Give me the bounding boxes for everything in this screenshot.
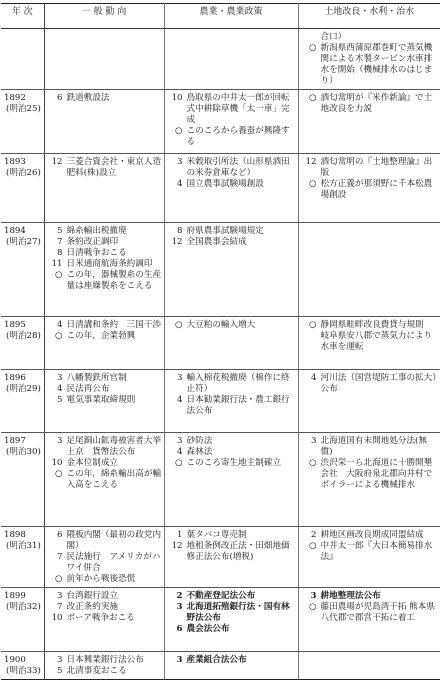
year-cell	[1, 154, 44, 223]
entry	[168, 591, 296, 602]
land-cell	[298, 29, 440, 90]
general-cell	[44, 588, 164, 652]
agriculture-cell	[164, 223, 298, 317]
entry-marker: 10	[51, 458, 63, 468]
era-name: (明治29)	[6, 384, 41, 394]
entry-marker: ○	[309, 179, 317, 189]
entry	[48, 395, 162, 406]
entry-marker: 12	[305, 157, 317, 167]
entry-text: 砂防法	[186, 436, 213, 446]
general-cell	[44, 527, 164, 588]
entry-marker	[302, 32, 321, 43]
entry-marker: ○	[55, 574, 63, 584]
entry-text: 民法再公布	[66, 384, 110, 394]
entry-marker: 12	[171, 541, 183, 551]
entry	[302, 32, 439, 43]
year-value: 1896	[4, 373, 26, 383]
entry-text: 静岡県畦畔改良費貸与規則 岐阜県安八郡で蒸気力により水車を運転	[320, 320, 433, 352]
entry-text: 日本興業銀行法公布	[66, 655, 144, 665]
entry	[168, 226, 296, 237]
entry	[168, 530, 296, 541]
general-cell	[44, 90, 164, 154]
table-row	[1, 588, 440, 652]
general-cell	[44, 317, 164, 370]
entry-text: 新潟県西蒲原郡巻町で蒸気機関による木製タービン水車排水を開始（機械排水のはじまり）	[320, 43, 433, 86]
year-cell	[1, 652, 44, 680]
entry	[168, 237, 296, 248]
year-value: 1895	[4, 320, 26, 330]
entry	[48, 93, 162, 104]
entry	[48, 331, 162, 342]
entry	[168, 655, 296, 666]
entry	[48, 613, 162, 624]
entry-marker: 4	[177, 395, 183, 405]
entry-text: 府県農事試験場規定	[186, 226, 264, 236]
land-cell	[298, 154, 440, 223]
entry	[302, 179, 439, 201]
era-name: (明治30)	[6, 447, 41, 457]
entry-text: 耕地区画改良期成同盟結成	[320, 530, 424, 540]
entry	[48, 469, 162, 491]
entry-marker: 3	[176, 602, 183, 612]
land-cell	[298, 527, 440, 588]
entry	[168, 447, 296, 458]
general-cell	[44, 29, 164, 90]
entry	[168, 93, 296, 126]
entry-text: 日米通商航海条約調印	[66, 259, 153, 269]
agriculture-cell	[164, 652, 298, 680]
entry-marker: 3	[177, 436, 183, 446]
chronology-table	[1, 3, 440, 680]
entry	[302, 43, 439, 87]
entry	[48, 552, 162, 574]
entry	[48, 320, 162, 331]
entry	[48, 226, 162, 237]
entry-text: 前年から戦後恐慌	[66, 574, 136, 584]
entry-text: 日清講和条約 三国干渉	[66, 320, 162, 330]
entry-marker: ○	[175, 458, 183, 468]
entry-marker: 7	[57, 552, 63, 562]
year-cell	[1, 90, 44, 154]
entry	[168, 157, 296, 179]
entry	[168, 624, 296, 635]
entry	[48, 384, 162, 395]
entry-marker: 6	[176, 624, 183, 634]
entry	[168, 602, 296, 624]
agriculture-cell	[164, 317, 298, 370]
agriculture-cell	[164, 29, 298, 90]
entry-text: 酒匂常明が『米作新論』で土地改良を力説	[320, 93, 433, 114]
entry-text: 輸入棉花税撤廃（棉作に終止符）	[186, 373, 290, 394]
entry-text: 綿糸輸出税撤廃	[66, 226, 127, 236]
entry-marker: 10	[51, 613, 63, 623]
era-name: (明治27)	[6, 237, 41, 247]
entry-marker: 3	[176, 655, 183, 665]
entry-text: 金本位制成立	[66, 458, 119, 468]
entry-marker: 3	[57, 373, 63, 383]
entry-marker: ○	[309, 43, 317, 53]
entry	[48, 458, 162, 469]
land-cell	[298, 652, 440, 680]
entry-text: 電気事業取締規則	[66, 395, 136, 405]
entry-text: 河川法（国営堤防工事の拡大）公布	[320, 373, 437, 394]
entry-marker: ○	[309, 541, 317, 551]
entry-marker: 12	[171, 237, 183, 247]
entry-marker: 4	[57, 384, 63, 394]
land-cell	[298, 370, 440, 433]
entry-text: 条約改正調印	[66, 237, 119, 247]
entry-text: このころから養蚕が興隆する	[186, 126, 290, 147]
land-cell	[298, 588, 440, 652]
entry-marker: 4	[57, 320, 63, 330]
entry-text: 農会法公布	[186, 624, 230, 634]
year-value: 1900	[4, 655, 26, 665]
entry	[302, 320, 439, 353]
entry-marker: ○	[55, 469, 63, 479]
table-row	[1, 527, 440, 588]
agriculture-cell	[164, 433, 298, 527]
entry-marker: 3	[177, 373, 183, 383]
entry	[48, 574, 162, 585]
year-value: 1898	[4, 530, 26, 540]
entry	[48, 602, 162, 613]
table-row-continuation	[1, 29, 440, 90]
table-row	[1, 90, 440, 154]
entry-text: 渋沢栄一ら北海道に十勝開墾会社 大阪府泉北郡向井村でボイラーによる機械排水	[320, 458, 433, 490]
entry-text: この年，綿糸輸出高が輸入高をこえる	[66, 469, 162, 490]
land-cell	[298, 433, 440, 527]
table-row	[1, 223, 440, 317]
table-row	[1, 433, 440, 527]
entry-text: 藤田農場が児島湾干拓 熊本県八代郡で郡営干拓に着工	[320, 602, 435, 623]
year-cell	[1, 29, 44, 90]
entry	[48, 237, 162, 248]
entry-marker: ○	[175, 126, 183, 136]
entry-text: 森林法	[186, 447, 213, 457]
entry	[168, 395, 296, 417]
entry-text: 大豆粕の輸入増大	[186, 320, 256, 330]
entry	[48, 530, 162, 552]
entry-marker: ○	[309, 320, 317, 330]
entry-text: 民法施行 アメリカがハワイ併合	[66, 552, 161, 573]
entry-text: 北海道国有未開地処分法(無償)	[320, 436, 427, 457]
entry-marker: 4	[311, 373, 317, 383]
entry	[48, 655, 162, 666]
entry-text: 鉄道敷設法	[66, 93, 110, 103]
header-year: 年 次	[1, 4, 44, 29]
entry-text: 足尾銅山鉱毒被害者大挙上京 貨幣法公布	[66, 436, 162, 457]
table-row	[1, 652, 440, 680]
entry-text: 改正条約実施	[66, 602, 119, 612]
entry-marker: 3	[57, 591, 63, 601]
entry-text: 葉タバコ専売制	[186, 530, 247, 540]
entry-text: 北清事変おこる	[66, 666, 127, 676]
entry-marker: ○	[55, 331, 63, 341]
entry-text: ボーア戦争おこる	[66, 613, 135, 623]
entry-text: 不動産登記法公布	[186, 591, 256, 601]
entry	[168, 320, 296, 331]
entry	[302, 436, 439, 458]
entry-text: 全国農事会結成	[186, 237, 247, 247]
entry-text: 国立農事試験場創設	[186, 179, 264, 189]
era-name: (明治33)	[6, 666, 41, 676]
entry	[48, 436, 162, 458]
entry-marker: ○	[309, 93, 317, 103]
year-value: 1892	[4, 93, 26, 103]
table-row	[1, 317, 440, 370]
year-cell	[1, 223, 44, 317]
entry	[48, 157, 162, 179]
entry-marker: 5	[57, 226, 63, 236]
entry-marker: 7	[57, 237, 63, 247]
year-value: 1893	[4, 157, 26, 167]
agriculture-cell	[164, 527, 298, 588]
entry	[302, 541, 439, 563]
era-name: (明治31)	[6, 541, 41, 551]
entry	[168, 179, 296, 190]
entry-marker: 8	[177, 226, 183, 236]
entry-text: この年，器械製糸の生産量は座繰製糸をこえる	[66, 270, 162, 291]
year-value: 1894	[4, 226, 26, 236]
entry-text: 北海道拓殖銀行法・国有林野法公布	[186, 602, 290, 623]
era-name: (明治32)	[6, 602, 41, 612]
year-value: 1899	[4, 591, 26, 601]
entry	[168, 436, 296, 447]
entry	[48, 591, 162, 602]
header-general: 一 般 動 向	[44, 4, 164, 29]
entry	[48, 248, 162, 259]
entry-text: 耕地整理法公布	[320, 591, 381, 601]
agriculture-cell	[164, 370, 298, 433]
general-cell	[44, 154, 164, 223]
year-cell	[1, 370, 44, 433]
entry-text: 地租条例改正法・田畑地価修正法公布(増税)	[186, 541, 290, 562]
entry	[168, 541, 296, 563]
entry-text: 合口）	[320, 32, 347, 42]
table-row	[1, 154, 440, 223]
entry	[168, 126, 296, 148]
entry	[302, 157, 439, 179]
entry-marker: 3	[311, 436, 317, 446]
entry-text: 中井太一郎『大日本簡易排水法』	[320, 541, 433, 562]
entry-text: 八幡製鉄所官制	[66, 373, 127, 383]
entry	[302, 591, 439, 602]
era-name: (明治28)	[6, 331, 41, 341]
entry	[48, 259, 162, 270]
entry-marker: 3	[177, 157, 183, 167]
entry-marker: 3	[57, 436, 63, 446]
entry-text: 鳥取県の中井太一郎が回転式中耕除草機「太一車」完成	[186, 93, 290, 125]
entry-marker: 4	[177, 447, 183, 457]
entry	[48, 373, 162, 384]
entry-marker: 3	[310, 591, 317, 601]
entry-marker: 11	[51, 259, 63, 269]
entry-marker: 1	[177, 530, 183, 540]
entry	[302, 93, 439, 115]
general-cell	[44, 433, 164, 527]
table-row	[1, 370, 440, 433]
era-name: (明治26)	[6, 168, 41, 178]
entry-marker: 12	[51, 157, 63, 167]
entry	[302, 458, 439, 491]
header-agriculture: 農業・農業政策	[164, 4, 298, 29]
entry-text: 酒匂常明の『土地整理論』出版	[320, 157, 433, 178]
entry-marker: 6	[57, 530, 63, 540]
entry-marker: ○	[309, 602, 317, 612]
entry-text: 日清戦争おこる	[66, 248, 127, 258]
entry-text: 隈板内閣（最初の政党内閣）	[66, 530, 162, 551]
entry-marker: ○	[175, 320, 183, 330]
header-row	[1, 4, 440, 29]
entry-marker: 8	[57, 248, 63, 258]
entry-marker: 5	[57, 666, 63, 676]
general-cell	[44, 370, 164, 433]
land-cell	[298, 317, 440, 370]
entry	[48, 666, 162, 677]
entry-text: 日本勧業銀行法・農工銀行法公布	[186, 395, 290, 416]
entry-text: 松方正義が那須野に千本松農場創設	[320, 179, 433, 200]
entry-marker: ○	[55, 270, 63, 280]
year-cell	[1, 527, 44, 588]
agriculture-cell	[164, 90, 298, 154]
table-body	[1, 29, 440, 680]
entry-marker: 4	[177, 179, 183, 189]
era-name: (明治25)	[6, 104, 41, 114]
entry-text: 産業組合法公布	[186, 655, 247, 665]
entry	[302, 602, 439, 624]
year-cell	[1, 433, 44, 527]
year-cell	[1, 588, 44, 652]
entry-text: このころ寄生地主制確立	[186, 458, 282, 468]
agriculture-cell	[164, 154, 298, 223]
entry	[168, 373, 296, 395]
entry-marker: 5	[57, 395, 63, 405]
entry	[302, 373, 439, 395]
entry	[168, 458, 296, 469]
entry-marker: 3	[57, 655, 63, 665]
entry-marker: 2	[176, 591, 183, 601]
entry-marker: 10	[171, 93, 183, 103]
land-cell	[298, 90, 440, 154]
general-cell	[44, 223, 164, 317]
entry-text: この年，企業勃興	[66, 331, 136, 341]
entry-marker: 2	[311, 530, 317, 540]
year-value: 1897	[4, 436, 26, 446]
entry-marker: ○	[309, 458, 317, 468]
entry-marker: 7	[57, 602, 63, 612]
entry-marker: 6	[57, 93, 63, 103]
entry	[302, 530, 439, 541]
entry-text: 三菱合資会社・東京人造肥料(株)設立	[66, 157, 162, 178]
year-cell	[1, 317, 44, 370]
entry-text: 台湾銀行設立	[66, 591, 119, 601]
entry-text: 米穀取引所法（山形県酒田の米券倉庫など）	[186, 157, 290, 178]
general-cell	[44, 652, 164, 680]
agriculture-cell	[164, 588, 298, 652]
header-land: 土地改良・水利・治水	[298, 4, 440, 29]
land-cell	[298, 223, 440, 317]
entry	[48, 270, 162, 292]
